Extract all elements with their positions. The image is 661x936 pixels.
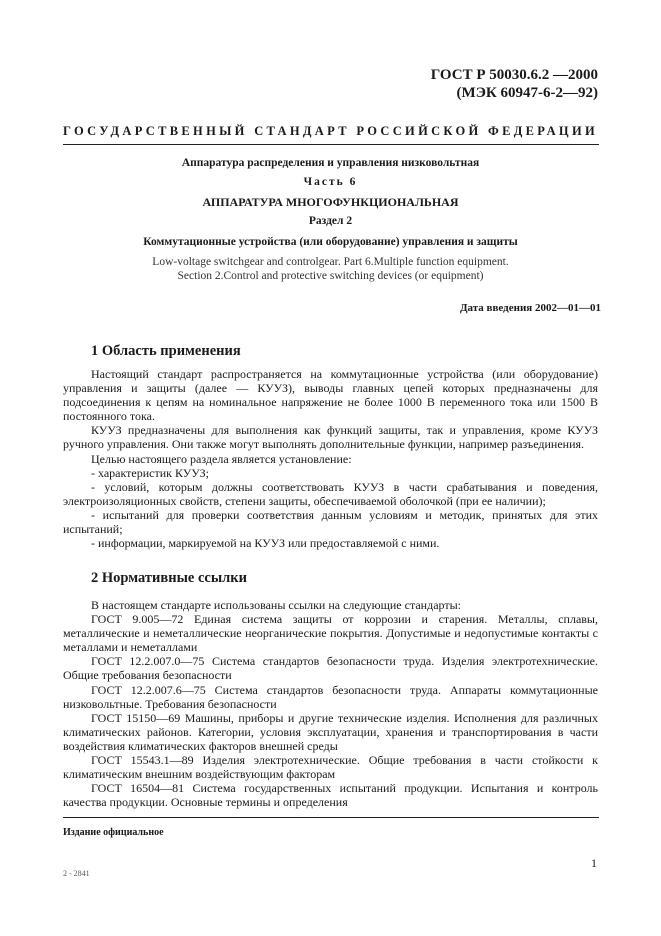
section1-body [63,367,598,550]
page-number: 1 [591,856,597,870]
standard-code [431,66,598,102]
list-item: - условий, которым должны соответствовать КУУЗ в части срабатывания и поведения, электроизоляционных свойств, степени защиты, обеспечиваемой оболочкой (при ее наличии); [63,479,598,508]
reference-item: ГОСТ 12.2.007.0—75 Система стандартов безопасности труда. Изделия электротехнические. Общие требования безопасности [63,654,598,683]
paragraph: КУУЗ предназначены для выполнения как функций защиты, так и управления, кроме КУУЗ ручного управления. Они также могут выполнять дополнительные функции, например разъединения. [63,423,598,452]
reference-item: ГОСТ 12.2.007.6—75 Система стандартов безопасности труда. Аппараты коммутационные низковольтные. Требования безопасности [63,682,598,711]
standard-title: ГОСУДАРСТВЕННЫЙ СТАНДАРТ РОССИЙСКОЙ ФЕДЕРАЦИИ [63,124,598,138]
paragraph: В настоящем стандарте использованы ссылки на следующие стандарты: [91,598,462,612]
english-title-line1: Low-voltage switchgear and controlgear. Part 6.Multiple function equipment. [152,256,509,268]
section-label: Раздел 2 [308,215,353,227]
paragraph: Целью настоящего раздела является установление: [91,451,352,466]
list-item: - характеристик КУУЗ; [91,465,209,480]
document-main-title: АППАРАТУРА МНОГОФУНКЦИОНАЛЬНАЯ [202,195,459,209]
print-code: 2 - 2841 [63,869,90,878]
english-title-line2: Section 2.Control and protective switching devices (or equipment) [177,270,484,282]
reference-item: ГОСТ 16504—81 Система государственных испытаний продукции. Испытания и контроль качества продукции. Основные термины и определения [63,781,598,810]
list-item: - испытаний для проверки соответствия данным условиям и методик, принятых для этих испытаний; [63,507,598,537]
section2-body [63,598,598,809]
part-label: Часть 6 [303,176,358,188]
list-item: - информации, маркируемой на КУУЗ или предоставляемой с ними. [91,536,440,551]
english-title [63,255,598,283]
standard-code-line1: ГОСТ Р 50030.6.2 —2000 [430,67,598,83]
reference-item: ГОСТ 15543.1—89 Изделия электротехнические. Общие требования в части стойкости к климатическим внешним воздействующим факторам [63,753,598,782]
document-subtitle: Аппаратура распределения и управления низковольтная [181,157,480,169]
section2-heading: 2 Нормативные ссылки [91,570,247,586]
section-title: Коммутационные устройства (или оборудование) управления и защиты [143,236,518,248]
section1-heading: 1 Область применения [91,343,241,359]
footer-divider [63,817,599,818]
reference-item: ГОСТ 15150—69 Машины, приборы и другие технические изделия. Исполнения для различных климатических районов. Категории, условия эксплуатации, хранения и транспортирования в части воздействия климатических факторов внешней среды [63,710,598,753]
standard-code-line2: (МЭК 60947-6-2—92) [456,85,598,101]
edition-label: Издание официальное [63,827,164,838]
reference-item: ГОСТ 9.005—72 Единая система защиты от коррозии и старения. Металлы, сплавы, металлические и неметаллические неорганические покрытия. Допустимые и недопустимые контакты с металлами и неметаллами [63,612,598,655]
paragraph: Настоящий стандарт распространяется на коммутационные устройства (или оборудование) управления и защиты (далее — КУУЗ), выводы главных цепей которых предназначены для подсоединения к цепям на номинальное напряжение не более 1000 В переменного тока или 1500 В постоянного тока. [63,367,598,424]
effective-date: Дата введения 2002—01—01 [459,302,601,314]
header-divider [63,144,599,145]
